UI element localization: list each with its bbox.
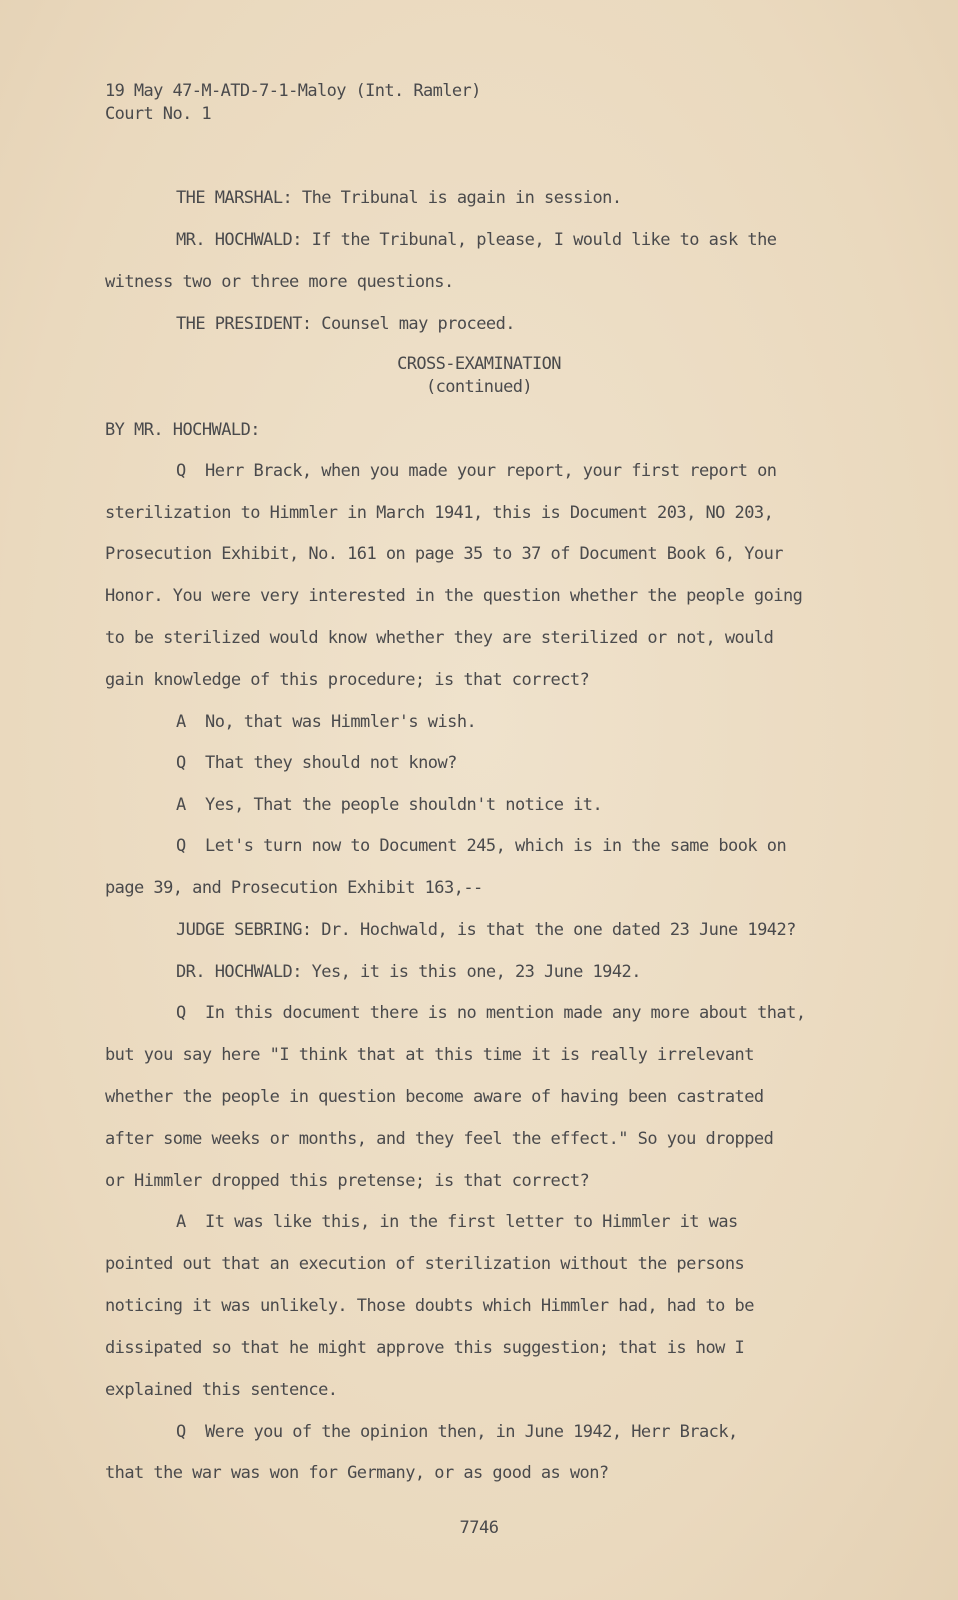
transcript-line: dissipated so that he might approve this suggestion; that is how I	[105, 1338, 745, 1358]
answer-line: A No, that was Himmler's wish.	[176, 712, 477, 732]
transcript-line: THE MARSHAL: The Tribunal is again in session.	[176, 188, 622, 208]
transcript-line: or Himmler dropped this pretense; is that correct?	[105, 1171, 590, 1191]
transcript-line: DR. HOCHWALD: Yes, it is this one, 23 June 1942.	[176, 962, 641, 982]
transcript-line: page 39, and Prosecution Exhibit 163,--	[105, 878, 483, 898]
header-court-line: Court No. 1	[105, 104, 211, 124]
page-number: 7746	[459, 1518, 499, 1538]
transcript-line: explained this sentence.	[105, 1380, 338, 1400]
question-line: Q Were you of the opinion then, in June 1942, Herr Brack,	[176, 1422, 738, 1442]
transcript-line: to be sterilized would know whether they are sterilized or not, would	[105, 628, 774, 648]
transcript-line: after some weeks or months, and they feel the effect." So you dropped	[105, 1129, 774, 1149]
transcript-line: JUDGE SEBRING: Dr. Hochwald, is that the one dated 23 June 1942?	[176, 920, 796, 940]
section-title: CROSS-EXAMINATION	[397, 354, 561, 374]
header-case-line: 19 May 47-M-ATD-7-1-Maloy (Int. Ramler)	[105, 81, 481, 101]
transcript-line: that the war was won for Germany, or as good as won?	[105, 1463, 609, 1483]
transcript-line: whether the people in question become aware of having been castrated	[105, 1087, 764, 1107]
transcript-line: THE PRESIDENT: Counsel may proceed.	[176, 314, 515, 334]
transcript-line: gain knowledge of this procedure; is that correct?	[105, 670, 590, 690]
document-header	[105, 80, 481, 126]
question-line: Q Herr Brack, when you made your report, your first report on	[176, 461, 777, 481]
transcript-line: pointed out that an execution of sterilization without the persons	[105, 1254, 745, 1274]
transcript-line: noticing it was unlikely. Those doubts which Himmler had, had to be	[105, 1296, 754, 1316]
question-line: Q In this document there is no mention made any more about that,	[176, 1003, 806, 1023]
answer-line: A It was like this, in the first letter to Himmler it was	[176, 1212, 738, 1232]
question-line: Q That they should not know?	[176, 753, 457, 773]
transcript-line: MR. HOCHWALD: If the Tribunal, please, I would like to ask the	[176, 230, 777, 250]
transcript-line: Prosecution Exhibit, No. 161 on page 35 to 37 of Document Book 6, Your	[105, 544, 783, 564]
answer-line: A Yes, That the people shouldn't notice it.	[176, 795, 603, 815]
section-subtitle: (continued)	[426, 377, 532, 397]
transcript-line: but you say here "I think that at this time it is really irrelevant	[105, 1045, 754, 1065]
transcript-line: witness two or three more questions.	[105, 272, 454, 292]
question-line: Q Let's turn now to Document 245, which is in the same book on	[176, 836, 787, 856]
transcript-line: Honor. You were very interested in the question whether the people going	[105, 586, 803, 606]
examiner-line: BY MR. HOCHWALD:	[105, 420, 260, 440]
transcript-line: sterilization to Himmler in March 1941, this is Document 203, NO 203,	[105, 503, 774, 523]
